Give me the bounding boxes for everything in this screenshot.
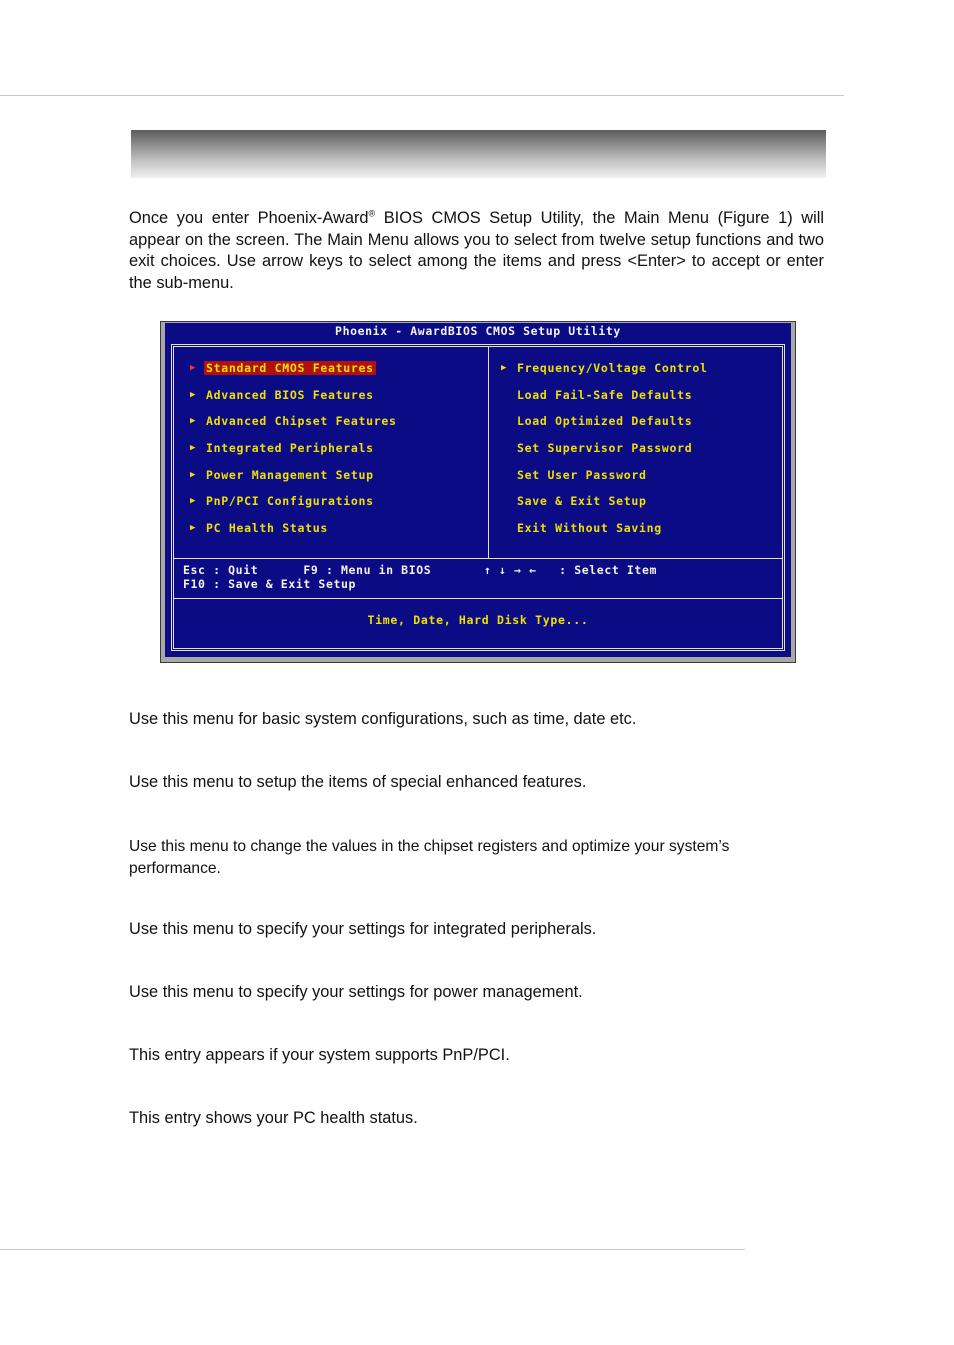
intro-paragraph [129, 208, 824, 295]
desc-pc-health: This entry shows your PC health status. [129, 1109, 418, 1127]
menu-label: Exit Without Saving [517, 521, 662, 536]
menu-save-exit-setup[interactable] [501, 494, 710, 521]
arrow-right-icon: ▶ [190, 443, 197, 454]
key-help-line: F10 : Save & Exit Setup [183, 576, 357, 591]
menu-advanced-chipset-features[interactable] [190, 414, 399, 441]
menu-label: Integrated Peripherals [206, 441, 374, 456]
menu-label: Advanced BIOS Features [206, 387, 374, 402]
menu-integrated-peripherals[interactable] [190, 441, 399, 468]
menu-label: Save & Exit Setup [517, 494, 647, 509]
item-help-status: Time, Date, Hard Disk Type... [367, 613, 589, 627]
menu-power-management-setup[interactable] [190, 468, 399, 495]
menu-label: Power Management Setup [206, 467, 374, 482]
desc-pnp-pci: This entry appears if your system supports PnP/PCI. [129, 1046, 510, 1064]
menu-divider [174, 558, 782, 559]
menu-set-supervisor-password[interactable] [501, 441, 710, 468]
section-banner [131, 130, 826, 178]
desc-power-management: Use this menu to specify your settings for power management. [129, 983, 583, 1001]
desc-advanced-bios: Use this menu to setup the items of special enhanced features. [129, 773, 587, 791]
menu-set-user-password[interactable] [501, 468, 710, 495]
menu-load-optimized-defaults[interactable] [501, 414, 710, 441]
left-menu [190, 361, 399, 548]
right-menu [501, 361, 710, 548]
footer-rule [0, 1249, 745, 1250]
bios-main-menu-figure [160, 321, 796, 663]
menu-pnp-pci-configurations[interactable] [190, 494, 399, 521]
desc-standard-cmos: Use this menu for basic system configurations, such as time, date etc. [129, 710, 637, 728]
menu-label: Standard CMOS Features [206, 361, 374, 375]
header-rule [0, 95, 844, 96]
bios-title: Phoenix - AwardBIOS CMOS Setup Utility [335, 324, 621, 338]
menu-label: Set User Password [517, 467, 647, 482]
desc-advanced-chipset: Use this menu to change the values in the chipset registers and optimize your system’s performance. [129, 838, 730, 877]
arrow-right-icon: ▶ [501, 363, 508, 373]
intro-text-start: Once you enter Phoenix-Award [129, 209, 369, 227]
menu-label: PnP/PCI Configurations [206, 494, 374, 509]
desc-integrated-peripherals: Use this menu to specify your settings for integrated peripherals. [129, 920, 597, 938]
menu-pc-health-status[interactable] [190, 521, 399, 548]
arrow-right-icon: ▶ [190, 363, 197, 373]
arrow-right-icon: ▶ [190, 523, 197, 534]
help-divider [174, 598, 782, 599]
menu-frequency-voltage-control[interactable] [501, 361, 710, 388]
arrow-right-icon: ▶ [190, 469, 197, 480]
menu-load-fail-safe-defaults[interactable] [501, 388, 710, 415]
menu-standard-cmos-features[interactable] [190, 361, 399, 388]
column-divider [488, 347, 489, 558]
intro-text-end: BIOS CMOS Setup Utility, the Main Menu (Figure 1) will appear on the screen. The Main Menu allows you to select from twelve setup functions and two exit choices. Use arrow keys to select among the items and press <Enter> to accept or enter the sub-menu. [129, 209, 824, 293]
registered-mark: ® [368, 208, 376, 219]
key-help-line: Esc : Quit F9 : Menu in BIOS ↑ ↓ → ← : Select Item [183, 563, 657, 577]
bios-menu-box [171, 344, 785, 651]
menu-label: Frequency/Voltage Control [517, 361, 708, 375]
menu-exit-without-saving[interactable] [501, 521, 710, 548]
menu-label: Advanced Chipset Features [206, 414, 397, 429]
menu-label: Set Supervisor Password [517, 441, 693, 456]
key-help [183, 564, 657, 591]
arrow-right-icon: ▶ [190, 496, 197, 507]
menu-label: PC Health Status [206, 521, 328, 536]
menu-advanced-bios-features[interactable] [190, 388, 399, 415]
arrow-right-icon: ▶ [190, 389, 197, 400]
menu-label: Load Optimized Defaults [517, 414, 693, 429]
bios-screen [165, 323, 791, 657]
menu-label: Load Fail-Safe Defaults [517, 387, 693, 402]
arrow-right-icon: ▶ [190, 416, 197, 427]
